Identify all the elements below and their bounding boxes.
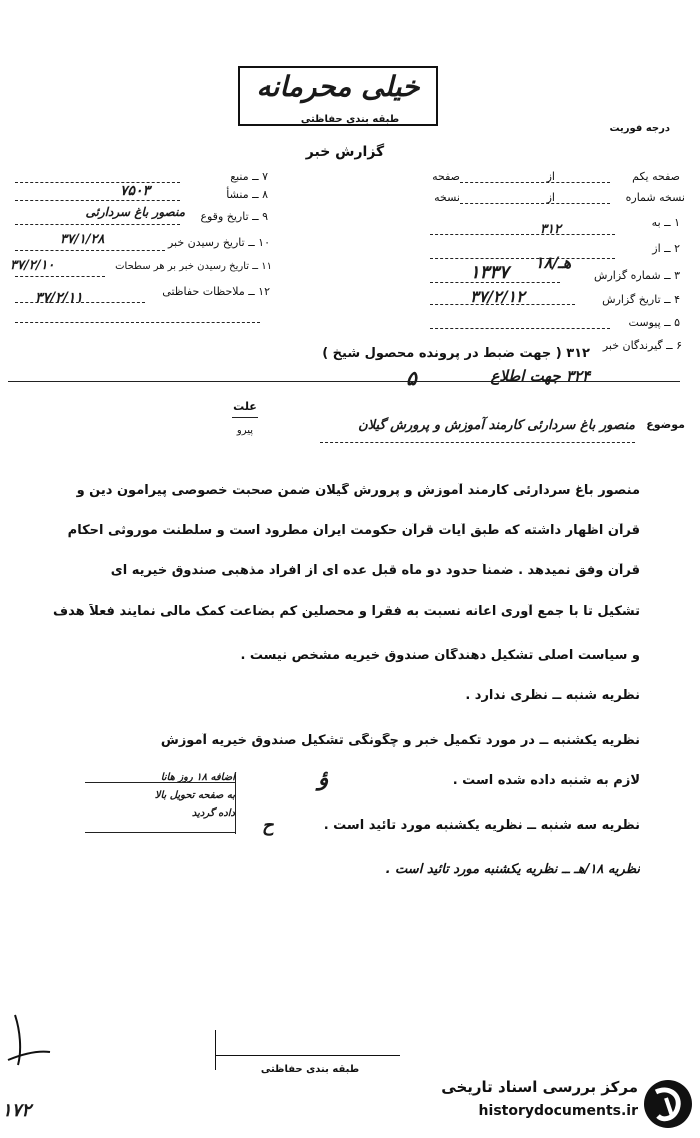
- subject-label: موضوع: [646, 418, 685, 431]
- field-origin-value: ۷۵۰۳: [120, 183, 151, 199]
- field-authority-label: ۱۱ ــ تاریخ رسیدن خبر بر هر سطحات: [115, 261, 272, 272]
- classification-stamp-caption: طبقه بندی حفاظتی: [300, 114, 400, 125]
- field-authority-value: ۳۷/۲/۱۰: [10, 258, 55, 273]
- from-label: ۲ ــ از: [652, 242, 680, 255]
- recipients-mark: ۵: [406, 366, 417, 390]
- subject-text: منصور باغ سردارئی کارمند آموزش و پرورش گیلان: [358, 418, 635, 433]
- margin-note: [85, 772, 235, 840]
- body-line-1: منصور باغ سردارئی کارمند آموزش و پرورش گیلان ضمن صحبت خصوصی پیرامون دین و: [76, 483, 640, 498]
- field-notes-value: ۳۷/۲/۱۱: [35, 290, 83, 306]
- comment-tuesday: نظریه سه شنبه ــ نظریه یکشنبه مورد تائید است .: [323, 818, 640, 833]
- field-receipt-label: ۱۰ ــ تاریخ رسیدن خبر: [167, 236, 270, 249]
- signature-2: ح: [262, 815, 274, 836]
- body-line-3: قرآن وفق نمیدهد . ضمناً حدود دو ماه قبل عده ای از افراد مذهبی صندوق خیریه ای: [110, 563, 640, 578]
- page-number: ۱۷۲: [2, 1100, 32, 1121]
- page-label: صفحه یکم: [632, 170, 680, 183]
- copy-of: از: [546, 191, 555, 204]
- recipients-label: ۶ ــ گیرندگان خبر: [602, 339, 682, 352]
- recipients-line-1: ۳۱۲ ( جهت ضبط در پرونده محصول شیخ ): [322, 346, 590, 361]
- classification-stamp-text: خیلی محرمانه: [256, 70, 420, 103]
- copy-end: نسخه: [434, 191, 460, 204]
- report-number-value: ۱۳۳۷: [470, 262, 509, 283]
- body-line-5: و سیاست اصلی تشکیل دهندگان صندوق خیریه مشخص نیست .: [240, 648, 640, 663]
- watermark-url: historydocuments.ir: [478, 1103, 638, 1119]
- subject-side-label: علت: [233, 400, 257, 413]
- to-value: ۳۱۲: [540, 222, 561, 237]
- left-margin-scribble: [0, 1010, 60, 1070]
- report-date-value: ۳۷/۲/۱۲: [470, 287, 525, 306]
- margin-note-line-3: داده گردید: [191, 808, 235, 819]
- from-value: ۱۸/هـ: [535, 253, 572, 272]
- attachment-label: ۵ ــ پیوست: [628, 316, 680, 329]
- report-title: گزارش خبر: [305, 144, 385, 160]
- field-date-value: منصور باغ سردارئی: [85, 205, 185, 219]
- comment-18h: نظریه ۱۸/هـ ــ نظریه یکشنبه مورد تائید است .: [385, 862, 640, 877]
- field-receipt-value: ۳۷/۱/۲۸: [60, 232, 105, 247]
- page-of: از: [546, 170, 555, 183]
- footer-classification-caption: طبقه بندی حفاظتی: [260, 1064, 360, 1075]
- signature-1: ؤ: [318, 765, 329, 791]
- field-date-label: ۹ ــ تاریخ وقوع: [200, 210, 268, 223]
- field-origin-label: ۸ ــ منشأ: [226, 188, 268, 201]
- comment-sunday: نظریه یکشنبه ــ در مورد تکمیل خبر و چگونگی تشکیل صندوق خیریه آموزش: [160, 733, 640, 748]
- archive-logo-icon: [642, 1076, 694, 1132]
- body-line-2: قرآن اظهار داشته که طبق آیات قرآن حکومت ایران مطرود است و سلطنت موروثی احکام: [67, 523, 640, 538]
- recipients-line-2: ۳۲۴ جهت اطلاع: [490, 367, 590, 385]
- comment-sunday-cont: لازم به شنبه داده شده است .: [452, 773, 640, 788]
- subject-side-label-2: پیرو: [236, 425, 254, 436]
- watermark-title: مرکز بررسی اسناد تاریخی: [441, 1078, 638, 1096]
- field-notes-label: ۱۲ ــ ملاحظات حفاظتی: [162, 285, 270, 298]
- margin-note-line-1: اضافه ۱۸ روز هانا: [160, 772, 235, 783]
- to-label: ۱ ــ به: [651, 216, 680, 229]
- field-source-label: ۷ ــ منبع: [230, 170, 268, 183]
- page-end: صفحه: [432, 170, 460, 183]
- body-line-4: تشکیل تا با جمع آوری اعانه نسبت به فقرا و محصلین کم بضاعت کمک مالی نمایند فعلاً هدف: [53, 604, 640, 619]
- margin-note-line-2: به صفحه تحویل بالا: [154, 790, 235, 801]
- report-date-label: ۴ ــ تاریخ گزارش: [602, 293, 680, 306]
- watermark: [410, 1076, 695, 1136]
- priority-label: درجه فوریت: [609, 123, 670, 134]
- report-number-label: ۳ ــ شماره گزارش: [594, 269, 680, 282]
- copy-label: نسخه شماره: [625, 191, 685, 204]
- comment-saturday: نظریه شنبه ــ نظری ندارد .: [465, 688, 640, 703]
